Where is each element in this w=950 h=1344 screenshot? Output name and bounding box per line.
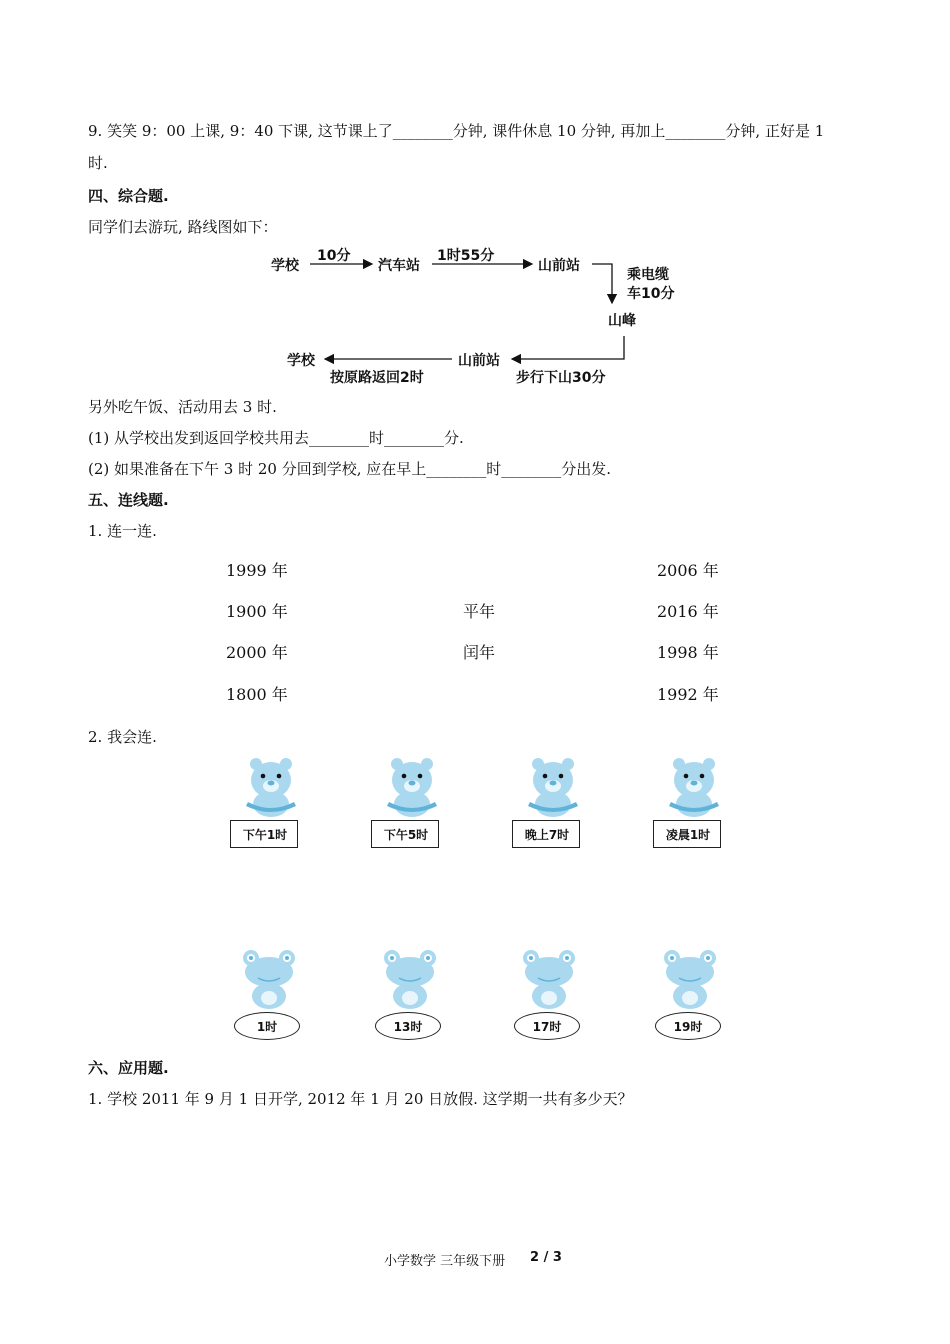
section-4-intro: 同学们去游玩, 路线图如下：: [88, 218, 278, 236]
frog-icon: [514, 946, 584, 1012]
bear-card[interactable]: [228, 756, 324, 856]
time-1h55: 1时55分: [437, 248, 495, 264]
section-5-title: 五、连线题.: [88, 491, 169, 509]
time-return-2h: 按原路返回2时: [330, 370, 424, 386]
section-5-q1-label: 1. 连一连.: [88, 522, 157, 540]
polar-bear-icon: [377, 756, 447, 818]
bear-card[interactable]: [369, 756, 465, 856]
frog-card[interactable]: [514, 946, 610, 1046]
leap-year-label: 闰年: [463, 643, 496, 662]
frog-card[interactable]: [234, 946, 330, 1046]
section-6-q1: 1. 学校 2011 年 9 月 1 日开学, 2012 年 1 月 20 日放假. 这学期一共有多少天？: [88, 1090, 633, 1108]
node-school-start: 学校: [271, 258, 299, 274]
common-year-label: 平年: [463, 602, 496, 621]
bear-time-label: 下午1时: [242, 828, 288, 842]
section-4-q1: (1) 从学校出发到返回学校共用去________时________分.: [88, 429, 464, 447]
year-right: 2006 年: [657, 561, 719, 580]
bear-card[interactable]: [510, 756, 606, 856]
question-9-line2: 时.: [88, 154, 108, 172]
year-right: 2016 年: [657, 602, 719, 621]
bear-time-label: 晚上7时: [524, 828, 570, 842]
time-cable-line2: 车10分: [627, 286, 675, 302]
frog-card[interactable]: [655, 946, 751, 1046]
polar-bear-icon: [236, 756, 306, 818]
frog-icon: [234, 946, 304, 1012]
frog-time-label: 1时: [256, 1020, 278, 1034]
frog-time-label: 17时: [532, 1020, 562, 1034]
arrow-peak-to-station: [512, 336, 624, 359]
node-station-b: 山前站: [458, 353, 500, 369]
section-6-title: 六、应用题.: [88, 1059, 169, 1077]
section-5-q2-label: 2. 我会连.: [88, 728, 157, 746]
bear-card[interactable]: [651, 756, 747, 856]
question-9-line1: 9. 笑笑 9：00 上课, 9：40 下课, 这节课上了________分钟, 课件休息 10 分钟, 再加上________分钟, 正好是 1: [88, 122, 825, 140]
frog-time-label: 19时: [673, 1020, 703, 1034]
bear-time-label: 凌晨1时: [665, 828, 711, 842]
year-right: 1998 年: [657, 643, 719, 662]
frog-time-label: 13时: [393, 1020, 423, 1034]
arrow-station-to-peak: [592, 264, 612, 303]
time-10min: 10分: [317, 248, 351, 264]
frog-card[interactable]: [375, 946, 471, 1046]
frog-icon: [655, 946, 725, 1012]
page-number: 2 / 3: [530, 1250, 562, 1265]
section-4-title: 四、综合题.: [88, 187, 169, 205]
time-cable-line1: 乘电缆: [627, 267, 669, 283]
frog-icon: [375, 946, 445, 1012]
route-arrows: [0, 0, 950, 400]
polar-bear-icon: [659, 756, 729, 818]
year-left: 2000 年: [226, 643, 288, 662]
footer-text: 小学数学 三年级下册: [384, 1254, 506, 1269]
year-left: 1999 年: [226, 561, 288, 580]
time-walk-30: 步行下山30分: [516, 370, 606, 386]
node-school-end: 学校: [287, 353, 315, 369]
node-peak: 山峰: [608, 313, 636, 329]
year-right: 1992 年: [657, 685, 719, 704]
year-left: 1900 年: [226, 602, 288, 621]
section-4-extra: 另外吃午饭、活动用去 3 时.: [88, 398, 277, 416]
section-4-q2: (2) 如果准备在下午 3 时 20 分回到学校, 应在早上________时________分出发.: [88, 460, 612, 478]
polar-bear-icon: [518, 756, 588, 818]
node-station-a: 山前站: [538, 258, 580, 274]
year-left: 1800 年: [226, 685, 288, 704]
node-bus-station: 汽车站: [378, 258, 420, 274]
bear-time-label: 下午5时: [383, 828, 429, 842]
